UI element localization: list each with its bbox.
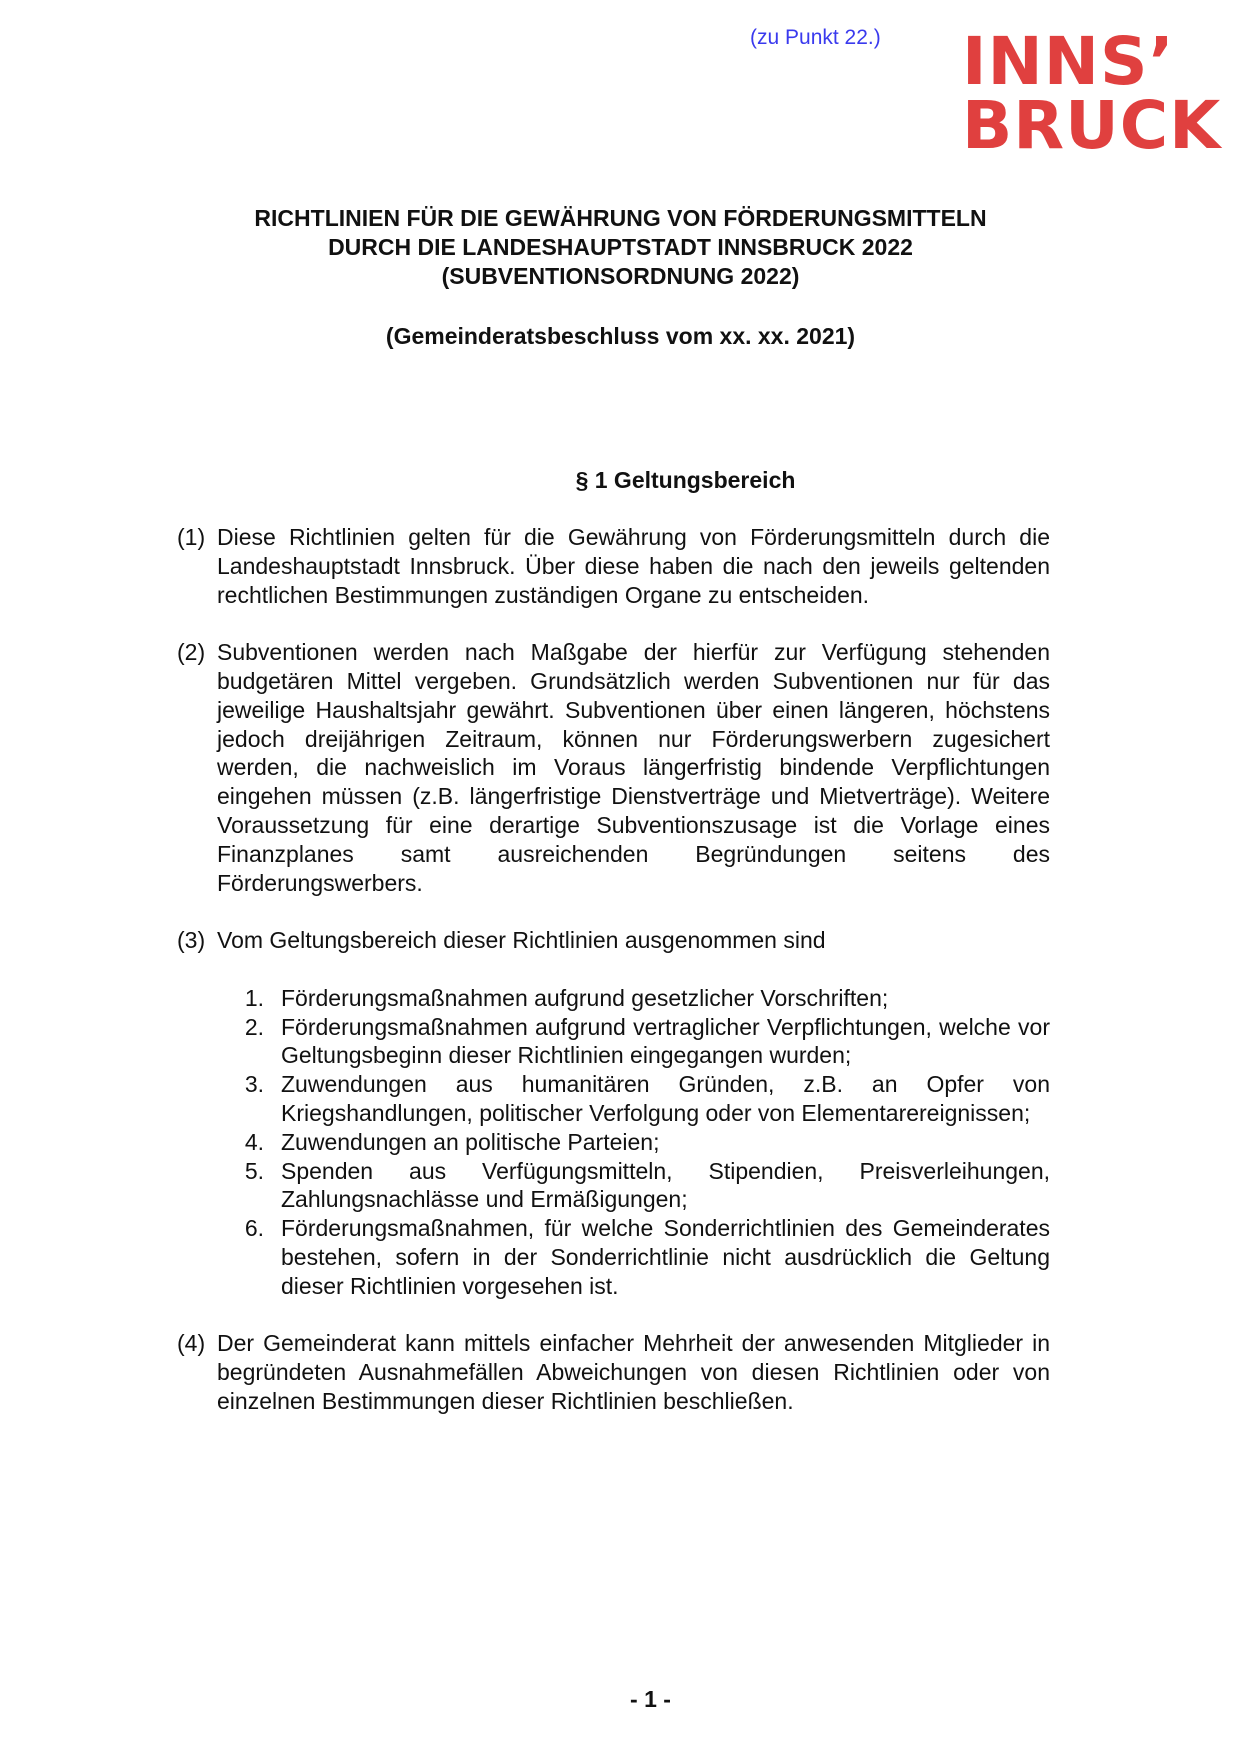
paragraph-4 xyxy=(177,1329,1050,1415)
paragraph-3 xyxy=(177,926,1050,955)
list-item xyxy=(177,1214,1050,1300)
paragraph-text: Der Gemeinderat kann mittels einfacher Mehrheit der anwesenden Mitglieder in begründeten Ausnahmefällen Abweichungen von diesen Richtlinien oder von einzelnen Bestimmungen dieser Richtlinien beschließen. xyxy=(217,1330,1050,1414)
paragraph-number: (3) xyxy=(177,927,206,954)
section-body xyxy=(177,523,1050,1445)
innsbruck-logo xyxy=(962,23,1222,164)
list-item-number: 5. xyxy=(244,1157,264,1184)
paragraph-text: Subventionen werden nach Maßgabe der hierfür zur Verfügung stehenden budgetären Mittel vergeben. Grundsätzlich werden Subventionen nur für das jeweilige Haushaltsjahr gewährt. Subventionen über einen längeren, höchstens jedoch dreijährigen Zeitraum, können nur Förderungswerbern zugesichert werden, die nachweislich im Voraus längerfristig bindende Verpflichtungen eingehen müssen (z.B. längerfristige Dienstverträge und Mietverträge). Weitere Voraussetzung für eine derartige Subventionszusage ist die Vorlage eines Finanzplanes samt ausreichenden Begründungen seitens des Förderungswerbers. xyxy=(217,639,1050,896)
list-item-text: Förderungsmaßnahmen aufgrund vertraglicher Verpflichtungen, welche vor Geltungsbeginn dieser Richtlinien eingegangen wurden; xyxy=(281,1013,1050,1069)
paragraph-text: Diese Richtlinien gelten für die Gewährung von Förderungsmitteln durch die Landeshauptstadt Innsbruck. Über diese haben die nach den jeweils geltenden rechtlichen Bestimmungen zuständigen Organe zu entscheiden. xyxy=(217,524,1050,608)
list-item-number: 2. xyxy=(244,1013,264,1040)
page-number: - 1 - xyxy=(630,1686,671,1712)
logo-line-2: BRUCK xyxy=(962,87,1222,164)
list-item-text: Zuwendungen aus humanitären Gründen, z.B. an Opfer von Kriegshandlungen, politischer Verfolgung oder von Elementarereignissen; xyxy=(281,1071,1050,1126)
list-item xyxy=(177,984,1050,1013)
document-title xyxy=(0,204,1241,291)
list-item-text: Förderungsmaßnahmen, für welche Sonderrichtlinien des Gemeinderates bestehen, sofern in der Sonderrichtlinie nicht ausdrücklich die Geltung dieser Richtlinien vorgesehen ist. xyxy=(281,1215,1050,1299)
paragraph-number: (4) xyxy=(177,1330,206,1357)
paragraph-number: (1) xyxy=(177,524,206,550)
list-item-number: 6. xyxy=(244,1215,264,1242)
title-line-2: DURCH DIE LANDESHAUPTSTADT INNSBRUCK 2022 xyxy=(328,234,913,260)
paragraph-1 xyxy=(177,523,1050,609)
list-item-text: Spenden aus Verfügungsmitteln, Stipendien, Preisverleihungen, Zahlungsnachlässe und Ermäßigungen; xyxy=(281,1157,1050,1213)
agenda-reference: (zu Punkt 22.) xyxy=(750,26,881,49)
paragraph-text: Vom Geltungsbereich dieser Richtlinien ausgenommen sind xyxy=(217,927,826,954)
list-item-text: Zuwendungen an politische Parteien; xyxy=(281,1128,660,1155)
list-item xyxy=(177,1157,1050,1215)
council-decision: (Gemeinderatsbeschluss vom xx. xx. 2021) xyxy=(385,323,856,349)
list-item-text: Förderungsmaßnahmen aufgrund gesetzlicher Vorschriften; xyxy=(281,984,889,1011)
paragraph-2 xyxy=(177,638,1050,897)
list-item-number: 1. xyxy=(244,984,264,1011)
list-item xyxy=(177,1128,1050,1157)
list-item-number: 3. xyxy=(244,1071,264,1098)
section-heading: § 1 Geltungsbereich xyxy=(575,467,796,493)
list-item-number: 4. xyxy=(244,1128,264,1155)
exclusion-list xyxy=(177,984,1050,1301)
logo-line-1: INNS’ xyxy=(962,23,1175,100)
list-item xyxy=(177,1013,1050,1071)
paragraph-number: (2) xyxy=(177,639,206,666)
title-line-1: RICHTLINIEN FÜR DIE GEWÄHRUNG VON FÖRDERUNGSMITTELN xyxy=(254,205,987,231)
list-item xyxy=(177,1070,1050,1128)
title-line-3: (SUBVENTIONSORDNUNG 2022) xyxy=(441,263,800,289)
